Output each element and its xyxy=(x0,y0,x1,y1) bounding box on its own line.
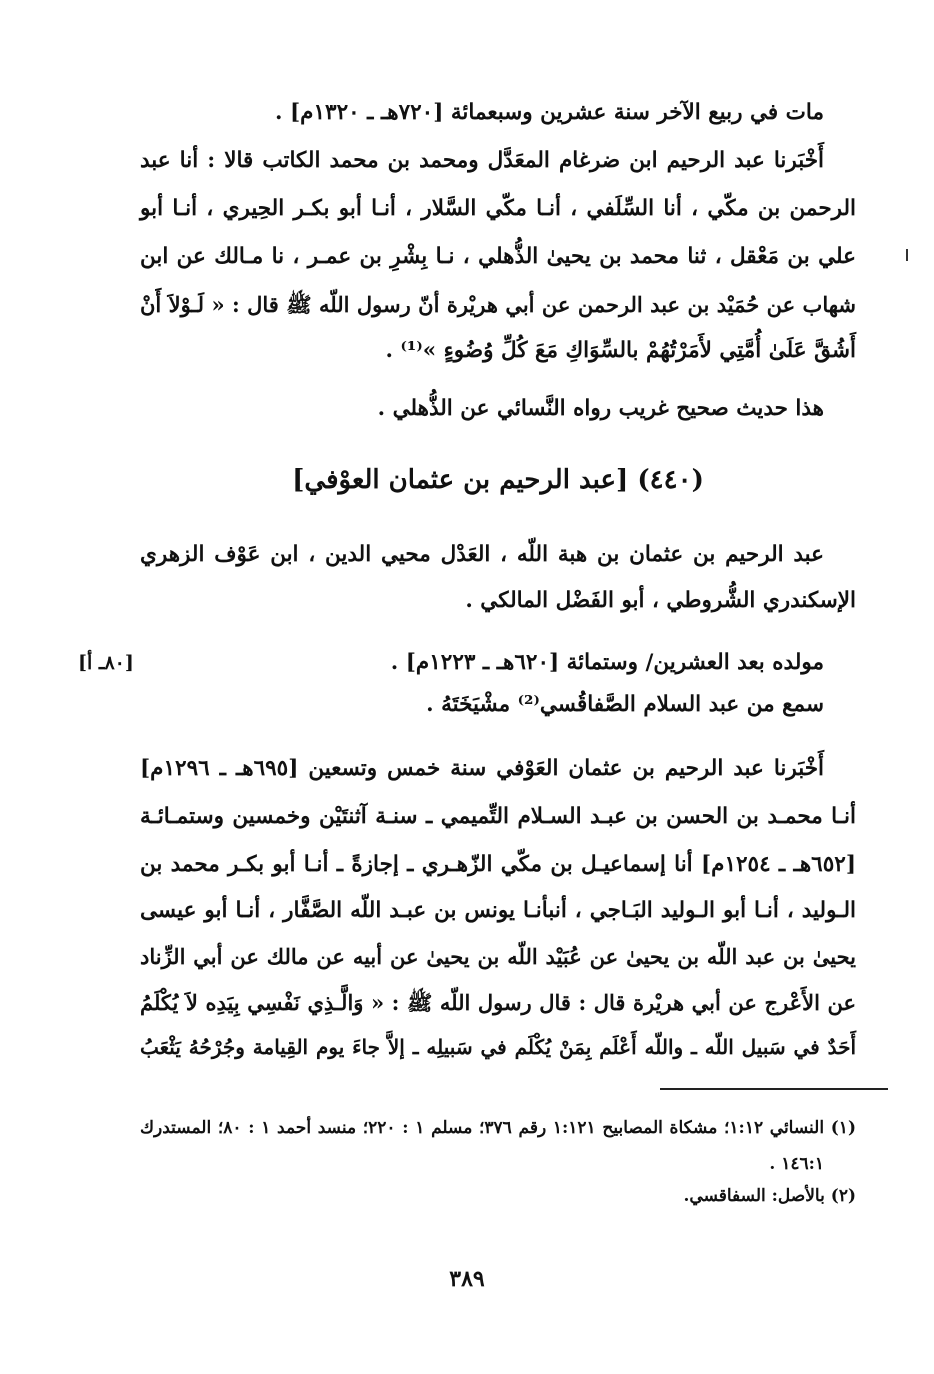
text-line-isnad-1: أَخْبَرنا عبد الرحيم ابن ضرغام المعَدَّل ومحمد بن محمد الكاتب قالا : أنا عبد xyxy=(140,148,824,173)
sama-line: سمع من عبد السلام الصَّفاقُسي⁽²⁾ مشْيَخَتَهُ . xyxy=(426,692,824,717)
birth-line: مولده بعد العشرين/ وستمائة [٦٢٠هـ ـ ١٢٢٣م] . xyxy=(390,650,824,675)
entry-heading: (٤٤٠) [عبد الرحيم بن عثمان العوْفي] xyxy=(292,465,704,495)
text-line-isnad-3: علي بن مَعْقل ، ثنا محمد بن يحيىٰ الذُّهلي ، نـا بِشْرِ بن عمـر ، نا مـالك عن ابن xyxy=(140,244,856,269)
hadith-line-7: أَحَدٌ في سَبيل اللّه ـ واللّه أَعْلَم بِمَنْ يُكْلَم في سَبيلِه ـ إلاَّ جاءَ يوم القِيامة وجُرْحُهُ يَثْعَبُ xyxy=(140,1035,856,1059)
text-line-grading: هذا حديث صحيح غريب رواه النَّسائي عن الذُّهلي . xyxy=(377,396,824,421)
text-line-hadith-end: أَشُقَّ عَلَىٰ أُمَّتِي لأَمَرْتُهُمْ بالسِّوَاكِ مَعَ كُلِّ وُضُوءٍ »⁽¹⁾ . xyxy=(385,338,856,363)
footnote-2: (٢) بالأصل: السفاقسي. xyxy=(683,1186,856,1206)
bio-line-1: عبد الرحيم بن عثمان بن هبة اللّه ، العَدْل محيي الدين ، ابن عَوْف الزهري xyxy=(140,542,824,567)
text-line-isnad-4: شهاب عن حُمَيْد بن عبد الرحمن عن أبي هريْرة أنّ رسول اللّه ﷺ قال : « لَـوْلاَ أَنْ xyxy=(140,292,856,317)
bio-line-2: الإسكندري الشُّروطي ، أبو الفَضْل المالكي . xyxy=(465,588,856,613)
hadith-line-4: الـوليد ، أنـا أبو الـوليد البَـاجي ، أنبأنـا يونس بن عبـد اللّه الصَّفَّار ، أنـا أبو عيسى xyxy=(140,898,856,923)
footnote-1-cont: ١٤٦:١ . xyxy=(769,1154,824,1174)
hadith-line-2: أنـا محمـد بن الحسن بن عبـد السـلام التِّميمي ـ سنـة آثنتَيْن وخمسين وستمـائـة xyxy=(140,804,856,829)
footnote-separator xyxy=(660,1088,888,1090)
hadith-line-1: أَخْبَرنا عبد الرحيم بن عثمان العَوْفي سنة خمس وتسعين [٦٩٥هـ ـ ١٢٩٦م] xyxy=(140,756,824,781)
footnote-1: (١) النسائي ١:١٢؛ مشكاة المصابيح ١:١٢١ رقم ٣٧٦؛ مسلم ١ : ٢٢٠؛ منسد أحمد ١ : ٨٠؛ المستدرك xyxy=(140,1118,856,1138)
hadith-line-6: عن الأَعْرج عن أبي هريْرة قال : قال رسول اللّه ﷺ : « وَالَّـذِي نَفْسِي بِيَدِه لاَ يُكْلَمُ xyxy=(140,990,856,1015)
page-number: ٣٨٩ xyxy=(449,1266,485,1292)
text-line-isnad-2: الرحمن بن مكّي ، أنا السِّلَفي ، أنـا مكّي السَّلار ، أنـا أبو بكـر الحِيري ، أنـا أبو xyxy=(140,196,856,221)
margin-tick xyxy=(906,249,908,261)
text-line-death: مات في ربيع الآخر سنة عشرين وسبعمائة [٧٢٠هـ ـ ١٣٢٠م] . xyxy=(275,100,824,125)
folio-margin-note: [٨٠ـ أ] xyxy=(78,652,134,674)
hadith-line-5: يحيىٰ بن عبد اللّه بن يحيىٰ عن عُبَيْد اللّه بن يحيىٰ عن أبيه عن مالك عن أبي الزِّناد xyxy=(140,944,856,969)
hadith-line-3: [٦٥٢هـ ـ ١٢٥٤م] أنا إسماعيـل بن مكّي الزّهـري ـ إجازةً ـ أنـا أبو بكـر محمد بن xyxy=(140,852,857,877)
